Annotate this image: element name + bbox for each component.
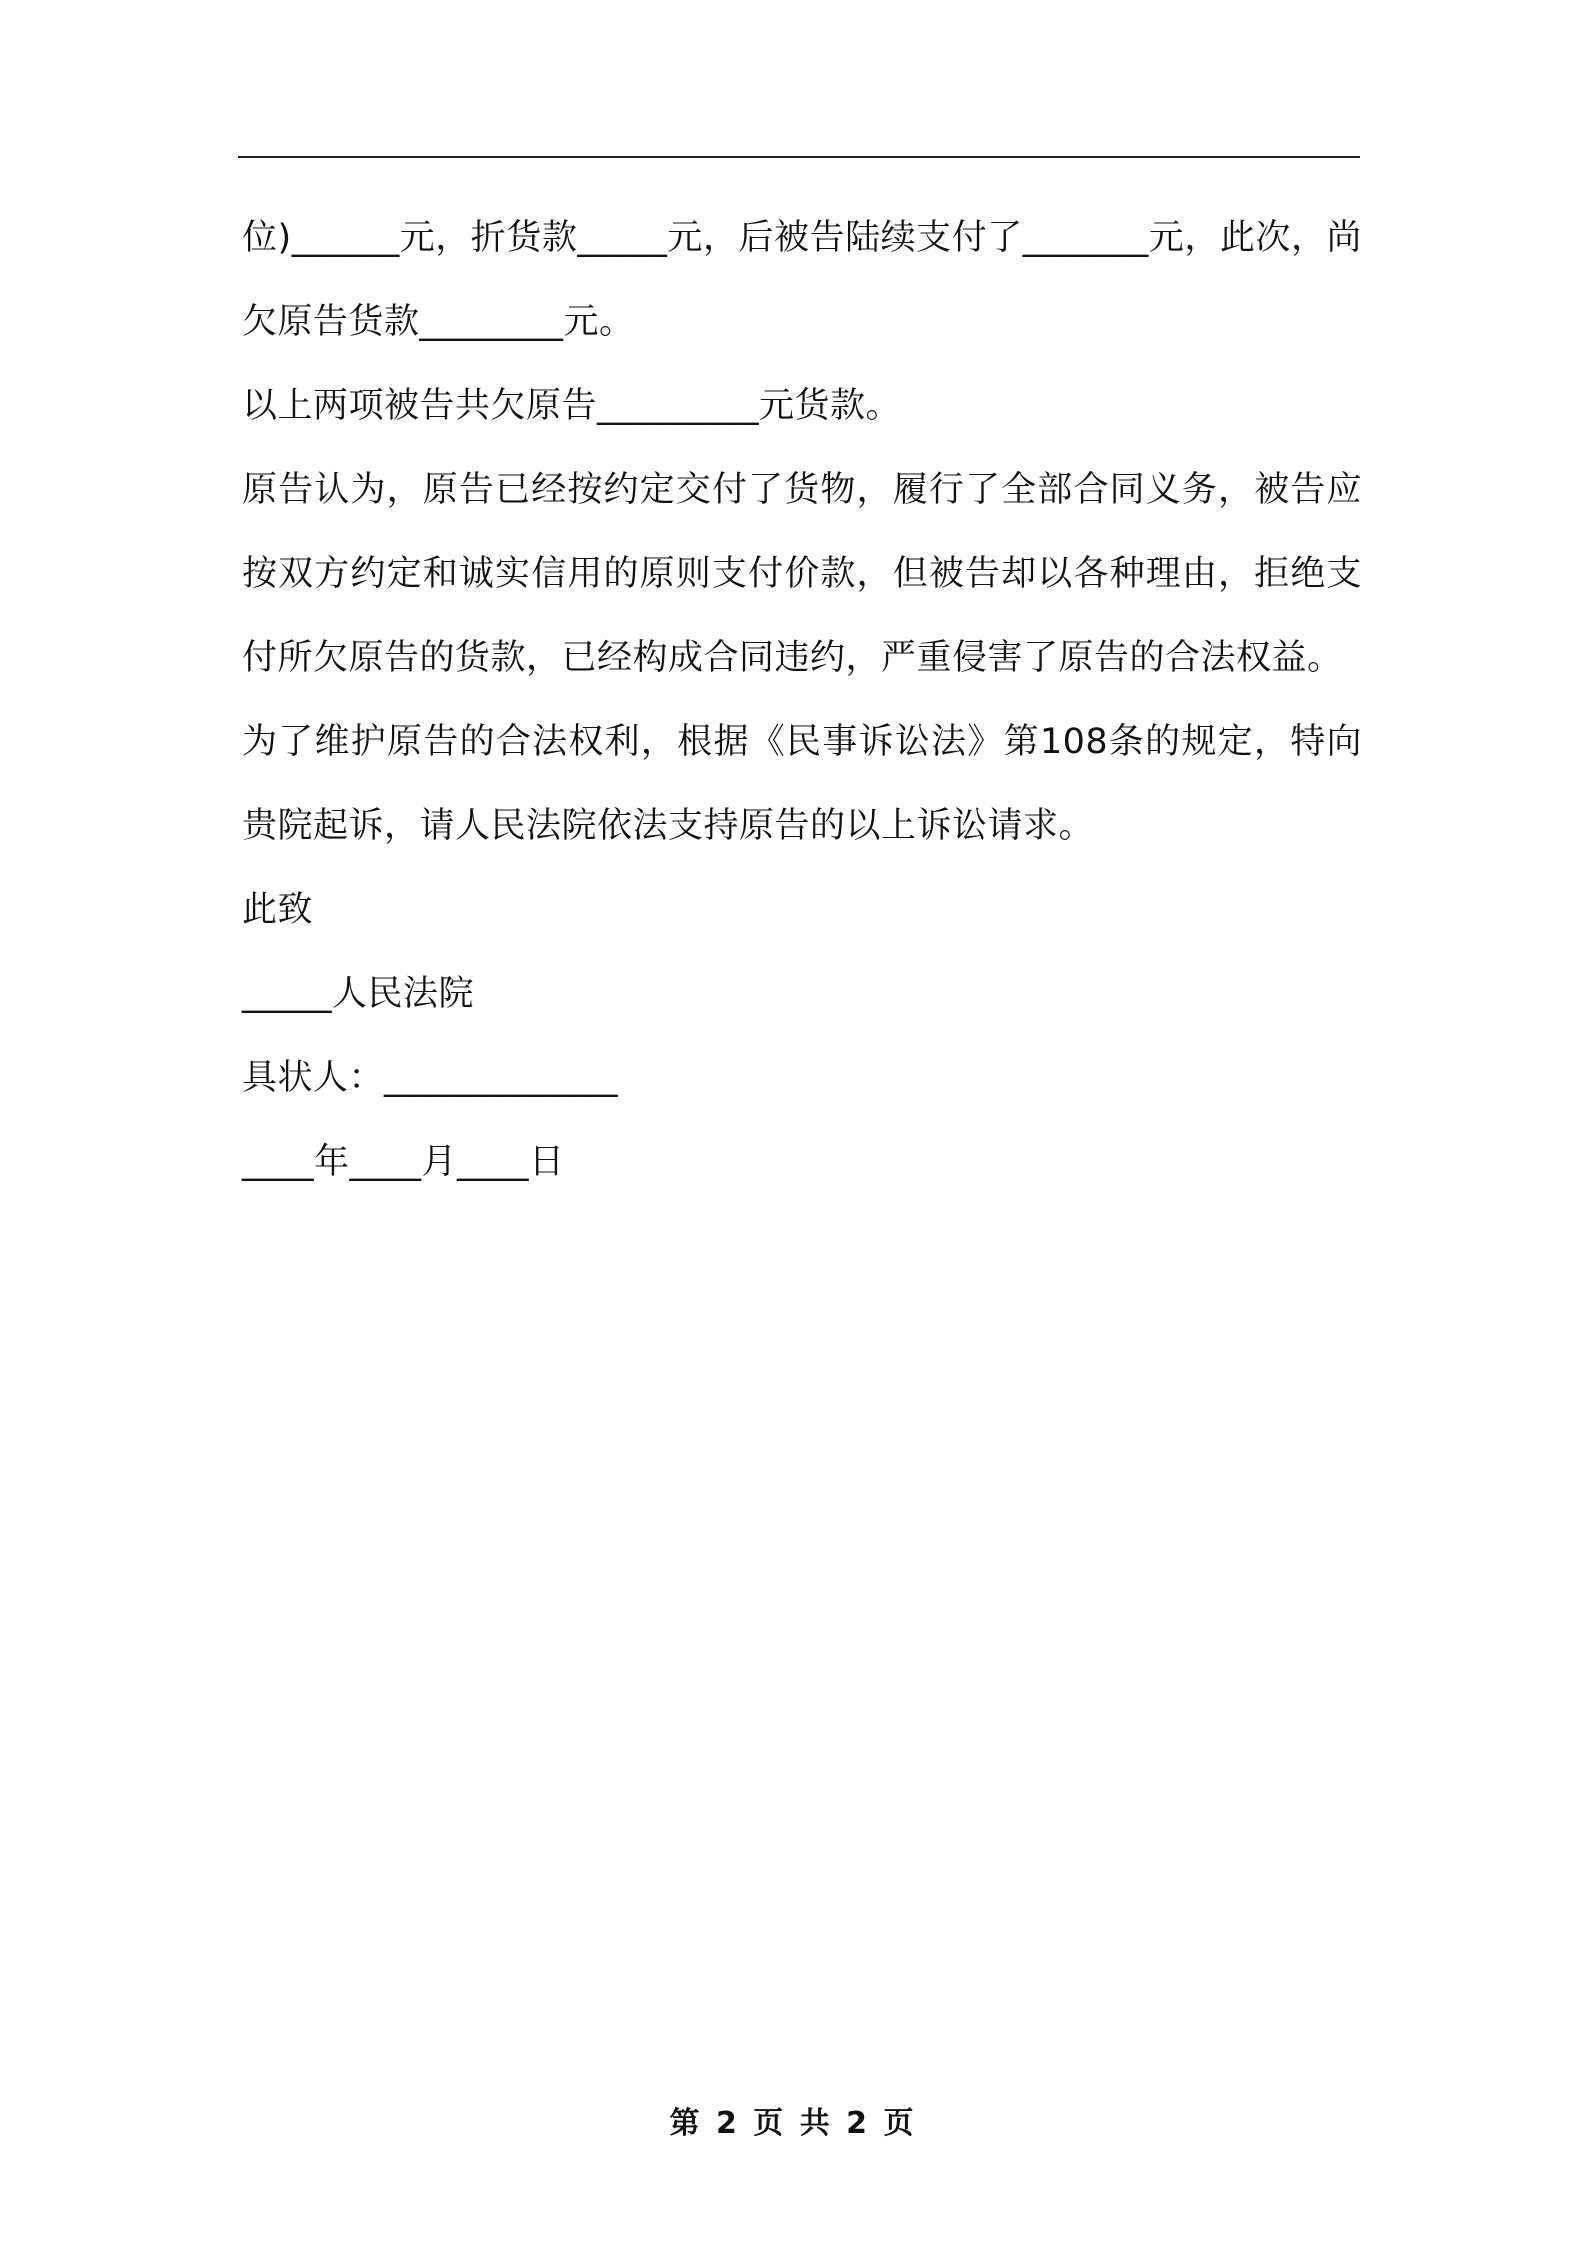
salutation: 此致	[242, 890, 314, 930]
filing-date: ____年____月____日	[242, 1142, 565, 1182]
page-number-footer: 第 2 页 共 2 页	[669, 2106, 917, 2141]
paragraph-payment-details: 位)______元，折货款_____元，后被告陆续支付了_______元，此次，尚欠原告货款________元。	[242, 218, 1362, 342]
paragraph-total-owed: 以上两项被告共欠原告_________元货款。	[242, 386, 902, 426]
court-name: _____人民法院	[242, 974, 475, 1014]
paragraph-legal-basis: 为了维护原告的合法权利，根据《民事诉讼法》第108条的规定，特向贵院起诉，请人民法院依法支持原告的以上诉讼请求。	[242, 722, 1362, 846]
header-rule	[238, 156, 1360, 158]
document-body	[242, 196, 1362, 1204]
plaintiff-signature: 具状人：_____________	[242, 1058, 619, 1098]
paragraph-plaintiff-claim: 原告认为，原告已经按约定交付了货物，履行了全部合同义务，被告应按双方约定和诚实信用的原则支付价款，但被告却以各种理由，拒绝支付所欠原告的货款，已经构成合同违约，严重侵害了原告的合法权益。	[242, 470, 1362, 678]
